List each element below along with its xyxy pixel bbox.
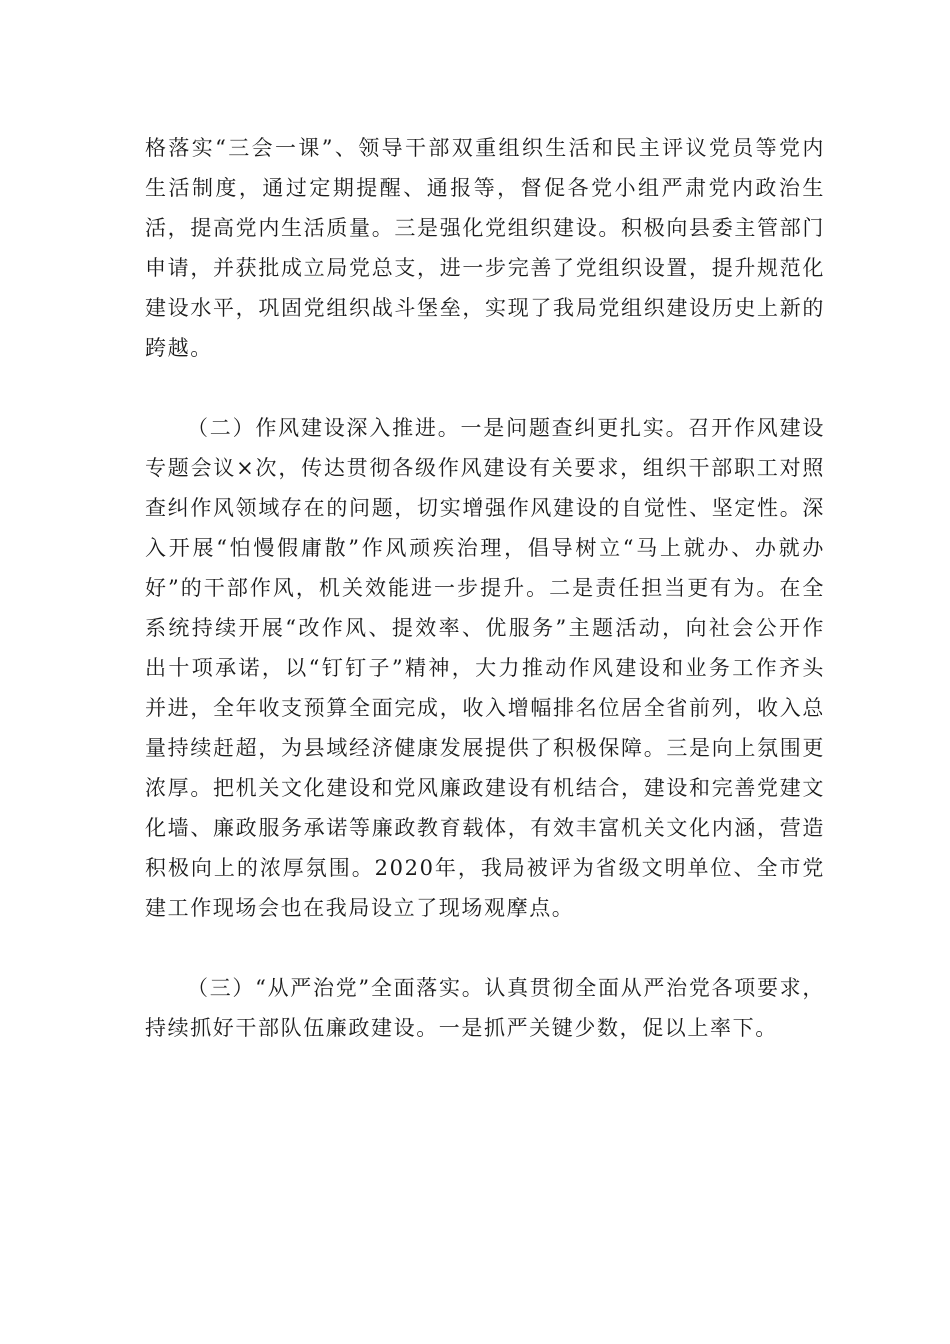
paragraph-party-organization-continued: 格落实“三会一课”、领导干部双重组织生活和民主评议党员等党内生活制度，通过定期提醒、通报等，督促各党小组严肃党内政治生活，提高党内生活质量。三是强化党组织建设。积极向县委主管部门申请，并获批成立局党总支，进一步完善了党组织设置，提升规范化建设水平，巩固党组织战斗堡垒，实现了我局党组织建设历史上新的跨越。 [145, 136, 825, 360]
paragraph-work-style-construction: （二）作风建设深入推进。一是问题查纠更扎实。召开作风建设专题会议×次，传达贯彻各级作风建设有关要求，组织干部职工对照查纠作风领域存在的问题，切实增强作风建设的自觉性、坚定性。深入开展“怕慢假庸散”作风顽疾治理，倡导树立“马上就办、办就办好”的干部作风，机关效能进一步提升。二是责任担当更有为。在全系统持续开展“改作风、提效率、优服务”主题活动，向社会公开作出十项承诺，以“钉钉子”精神，大力推动作风建设和业务工作齐头并进，全年收支预算全面完成，收入增幅排名位居全省前列，收入总量持续赶超，为县域经济健康发展提供了积极保障。三是向上氛围更浓厚。把机关文化建设和党风廉政建设有机结合，建设和完善党建文化墙、廉政服务承诺等廉政教育载体，有效丰富机关文化内涵，营造积极向上的浓厚氛围。2020年，我局被评为省级文明单位、全市党建工作现场会也在我局设立了现场观摩点。 [145, 416, 825, 920]
paragraph-strict-party-governance: （三）“从严治党”全面落实。认真贯彻全面从严治党各项要求，持续抓好干部队伍廉政建设。一是抓严关键少数，促以上率下。 [145, 976, 825, 1040]
document-body [145, 128, 825, 1048]
